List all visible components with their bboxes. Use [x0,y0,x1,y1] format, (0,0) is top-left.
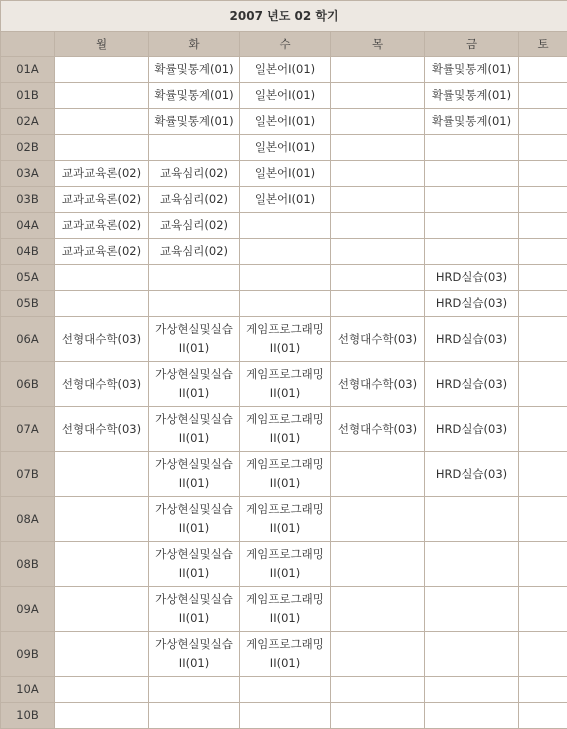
class-slot-tue: 교육심리(02) [149,239,240,265]
class-slot-thu [331,265,425,291]
class-slot-mon [55,677,149,703]
class-slot-fri: 확률및통계(01) [425,83,519,109]
class-slot-sat [519,407,567,452]
class-slot-mon [55,632,149,677]
class-slot-wed: 게임프로그래밍 II(01) [240,407,331,452]
class-slot-sat [519,317,567,362]
class-slot-wed: 일본어Ⅰ(01) [240,57,331,83]
class-slot-fri [425,497,519,542]
class-slot-wed [240,291,331,317]
class-slot-sat [519,677,567,703]
class-slot-thu [331,135,425,161]
class-slot-mon [55,452,149,497]
class-slot-mon: 교과교육론(02) [55,239,149,265]
period-label: 04B [1,239,55,265]
period-label: 03A [1,161,55,187]
class-slot-sat [519,83,567,109]
period-label: 05A [1,265,55,291]
period-label: 07B [1,452,55,497]
period-label: 09A [1,587,55,632]
class-slot-thu [331,239,425,265]
class-slot-thu [331,542,425,587]
class-slot-tue: 가상현실및실습 II(01) [149,542,240,587]
class-slot-wed: 일본어Ⅰ(01) [240,187,331,213]
table-row [1,187,567,213]
class-slot-wed: 게임프로그래밍 II(01) [240,632,331,677]
class-slot-thu: 선형대수학(03) [331,407,425,452]
table-row [1,632,567,677]
class-slot-tue: 가상현실및실습 II(01) [149,362,240,407]
table-row [1,677,567,703]
table-row [1,497,567,542]
class-slot-sat [519,187,567,213]
period-label: 02B [1,135,55,161]
class-slot-mon: 교과교육론(02) [55,187,149,213]
class-slot-thu [331,587,425,632]
class-slot-thu [331,677,425,703]
class-slot-tue: 가상현실및실습 II(01) [149,317,240,362]
class-slot-tue: 교육심리(02) [149,187,240,213]
period-label: 05B [1,291,55,317]
class-slot-sat [519,452,567,497]
class-slot-mon: 교과교육론(02) [55,161,149,187]
class-slot-wed: 게임프로그래밍 II(01) [240,542,331,587]
period-label: 01A [1,57,55,83]
class-slot-sat [519,632,567,677]
class-slot-tue: 교육심리(02) [149,213,240,239]
class-slot-sat [519,291,567,317]
class-slot-tue: 확률및통계(01) [149,83,240,109]
class-slot-fri [425,677,519,703]
class-slot-sat [519,109,567,135]
class-slot-sat [519,239,567,265]
class-slot-fri [425,161,519,187]
timetable-title: 2007 년도 02 학기 [1,1,567,32]
class-slot-sat [519,213,567,239]
class-slot-sat [519,587,567,632]
day-header-mon: 월 [55,32,149,57]
class-slot-thu [331,213,425,239]
table-row [1,135,567,161]
class-slot-thu [331,109,425,135]
period-label: 06A [1,317,55,362]
class-slot-wed: 일본어Ⅰ(01) [240,83,331,109]
class-slot-mon [55,135,149,161]
class-slot-fri [425,187,519,213]
class-slot-thu: 선형대수학(03) [331,362,425,407]
class-slot-thu [331,161,425,187]
table-row [1,362,567,407]
table-row [1,452,567,497]
table-row [1,291,567,317]
class-slot-mon [55,497,149,542]
class-slot-mon: 선형대수학(03) [55,317,149,362]
class-slot-fri: 확률및통계(01) [425,57,519,83]
class-slot-thu [331,291,425,317]
class-slot-wed [240,239,331,265]
class-slot-mon [55,265,149,291]
class-slot-wed: 게임프로그래밍 II(01) [240,587,331,632]
day-header-sat: 토 [519,32,567,57]
table-row [1,587,567,632]
class-slot-tue: 가상현실및실습 II(01) [149,407,240,452]
period-label: 08A [1,497,55,542]
class-slot-wed [240,703,331,729]
class-slot-sat [519,542,567,587]
class-slot-wed: 일본어Ⅰ(01) [240,109,331,135]
day-header-tue: 화 [149,32,240,57]
class-slot-fri [425,135,519,161]
class-slot-fri: HRD실습(03) [425,291,519,317]
class-slot-thu [331,703,425,729]
class-slot-sat [519,57,567,83]
class-slot-tue [149,265,240,291]
day-header-row [1,32,567,57]
class-slot-mon [55,83,149,109]
class-slot-mon: 선형대수학(03) [55,407,149,452]
period-label: 04A [1,213,55,239]
table-row [1,265,567,291]
class-slot-mon [55,109,149,135]
class-slot-tue [149,703,240,729]
class-slot-wed: 게임프로그래밍 II(01) [240,497,331,542]
period-label: 10B [1,703,55,729]
table-row [1,57,567,83]
class-slot-mon: 교과교육론(02) [55,213,149,239]
class-slot-tue: 가상현실및실습 II(01) [149,452,240,497]
class-slot-tue: 교육심리(02) [149,161,240,187]
class-slot-mon [55,291,149,317]
class-slot-tue: 확률및통계(01) [149,109,240,135]
class-slot-wed [240,265,331,291]
class-slot-tue [149,291,240,317]
table-row [1,407,567,452]
day-header-thu: 목 [331,32,425,57]
table-row [1,213,567,239]
class-slot-tue: 가상현실및실습 II(01) [149,587,240,632]
class-slot-tue: 가상현실및실습 II(01) [149,632,240,677]
class-slot-wed: 일본어Ⅰ(01) [240,161,331,187]
table-row [1,83,567,109]
class-slot-thu [331,632,425,677]
day-header-fri: 금 [425,32,519,57]
class-slot-tue: 확률및통계(01) [149,57,240,83]
class-slot-thu [331,83,425,109]
class-slot-fri [425,632,519,677]
day-header-wed: 수 [240,32,331,57]
table-row [1,161,567,187]
class-slot-thu [331,187,425,213]
period-label: 03B [1,187,55,213]
class-slot-thu [331,57,425,83]
class-slot-mon [55,542,149,587]
class-slot-sat [519,497,567,542]
class-slot-fri: HRD실습(03) [425,317,519,362]
class-slot-sat [519,362,567,407]
class-slot-thu [331,452,425,497]
class-slot-mon [55,587,149,632]
class-slot-sat [519,265,567,291]
class-slot-wed: 일본어Ⅰ(01) [240,135,331,161]
class-slot-wed: 게임프로그래밍 II(01) [240,317,331,362]
class-slot-mon: 선형대수학(03) [55,362,149,407]
class-slot-wed: 게임프로그래밍 II(01) [240,362,331,407]
class-slot-fri [425,239,519,265]
period-label: 09B [1,632,55,677]
table-row [1,317,567,362]
table-row [1,109,567,135]
corner-header [1,32,55,57]
class-slot-wed: 게임프로그래밍 II(01) [240,452,331,497]
class-slot-wed [240,677,331,703]
class-slot-fri [425,587,519,632]
class-slot-sat [519,135,567,161]
class-slot-sat [519,161,567,187]
class-slot-mon [55,57,149,83]
class-slot-fri [425,703,519,729]
class-slot-thu: 선형대수학(03) [331,317,425,362]
class-slot-tue [149,135,240,161]
period-label: 08B [1,542,55,587]
class-slot-fri: HRD실습(03) [425,362,519,407]
table-row [1,542,567,587]
period-label: 02A [1,109,55,135]
period-label: 07A [1,407,55,452]
class-slot-fri: 확률및통계(01) [425,109,519,135]
table-row [1,703,567,729]
class-slot-thu [331,497,425,542]
period-label: 01B [1,83,55,109]
class-slot-fri: HRD실습(03) [425,407,519,452]
period-label: 06B [1,362,55,407]
table-row [1,239,567,265]
class-slot-sat [519,703,567,729]
class-slot-fri: HRD실습(03) [425,452,519,497]
class-slot-tue [149,677,240,703]
class-slot-fri [425,542,519,587]
class-slot-fri [425,213,519,239]
class-slot-tue: 가상현실및실습 II(01) [149,497,240,542]
period-label: 10A [1,677,55,703]
class-slot-mon [55,703,149,729]
class-slot-wed [240,213,331,239]
class-slot-fri: HRD실습(03) [425,265,519,291]
